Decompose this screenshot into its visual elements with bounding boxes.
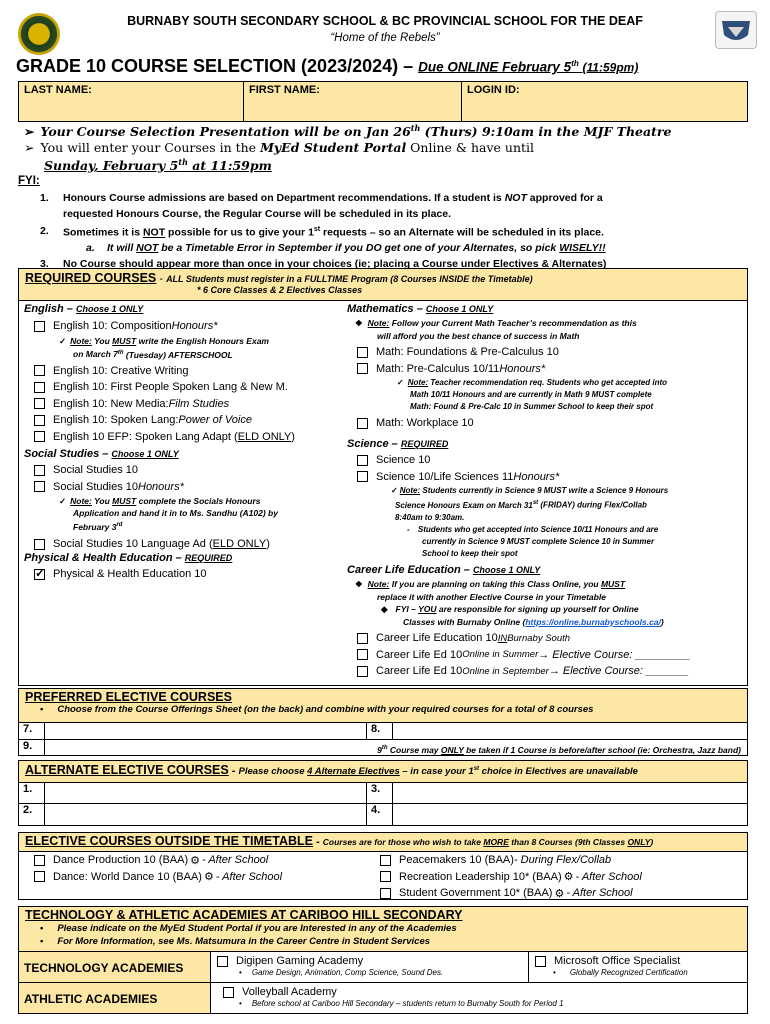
- school-name: BURNABY SOUTH SECONDARY SCHOOL & BC PROVINCIAL SCHOOL FOR THE DEAF: [127, 14, 643, 28]
- social-studies-10[interactable]: Social Studies 10: [24, 462, 344, 479]
- fyi-label: FYI:: [18, 175, 40, 187]
- outside-right-list: [380, 852, 642, 902]
- alternate-electives-section: ALTERNATE ELECTIVE COURSES - Please choose 4 Alternate Electives – in case your 1st choice in Electives are unavailable 1. 3. 2. 4.: [18, 760, 748, 826]
- english-first-people[interactable]: English 10: First People Spoken Lang & New M.: [24, 379, 344, 396]
- social-studies-honours[interactable]: Social Studies 10 Honours*: [24, 479, 344, 496]
- dance-production-10[interactable]: Dance Production 10 (BAA) ⚙ - After School: [34, 852, 282, 869]
- student-info-fields: [18, 81, 748, 122]
- myed-notice: ➢ You will enter your Courses in the MyEd Student Portal Online & have until: [24, 140, 535, 155]
- phe-group: Physical & Health Education – REQUIRED ✓ Physical & Health Education 10: [24, 552, 344, 583]
- alternate-elective-2-input[interactable]: [45, 804, 367, 825]
- math-group: Mathematics – Choose 1 ONLY ❖ Note: Follow your Current Math Teacher’s recommendation as this will afford you the best chance of success in Math Math: Foundations & Pre-Calculus 10 Math: Pre-Calculus 10/11 Honours* ✓ Note: Teacher recommendation req. Students who get accepted into Math 10/11 Honours and are currently in Math 9 MUST complete Math: Found & Pre-Calc 10 in Summer School to keep their spot Math: Workplace 10: [347, 303, 745, 432]
- technology-academies-label: TECHNOLOGY ACADEMIES: [19, 952, 211, 982]
- social-studies-group: Social Studies – Choose 1 ONLY Social Studies 10 Social Studies 10 Honours* ✓ Note: You MUST complete the Socials Honours Application and hand it in to Ms. Sandhu (A102) by February 3rd Social Studies 10 Language Ad ( ELD ONLY ): [24, 448, 344, 552]
- recreation-leadership-10[interactable]: Recreation Leadership 10* (BAA) ⚙ - After School: [380, 869, 642, 886]
- volleyball-academy[interactable]: Volleyball Academy • Before school at Cariboo Hill Secondary – students return to Burnaby South for Period 1: [211, 983, 747, 1013]
- english-new-media[interactable]: English 10: New Media: Film Studies: [24, 395, 344, 412]
- peacemakers-10[interactable]: Peacemakers 10 (BAA) - During Flex/Collab: [380, 852, 642, 869]
- digipen-academy[interactable]: Digipen Gaming Academy • Game Design, Animation, Comp Science, Sound Des.: [211, 952, 529, 982]
- phe-10[interactable]: ✓ Physical & Health Education 10: [24, 566, 344, 583]
- english-efp[interactable]: English 10 EFP: Spoken Lang Adapt ( ELD ONLY ): [24, 428, 344, 445]
- preferred-electives-section: PREFERRED ELECTIVE COURSES • Choose from the Course Offerings Sheet (on the back) and combine with your required courses for a total of 8 courses 7. 8. 9. 9th Course may ONLY be taken if 1 Course is before/after school (ie: Orchestra, Jazz band): [18, 688, 748, 756]
- presentation-notice: ➢ Your Course Selection Presentation will be on Jan 26th (Thurs) 9:10am in the MJF Theatre: [24, 123, 672, 140]
- science-summer-note: - Students who get accepted into Science 10/11 Honours and are currently in Science 9 MUST complete Science 10 in Summer School to keep their spot: [407, 524, 659, 558]
- english-composition-honours[interactable]: English 10: Composition Honours*: [24, 318, 344, 335]
- math-foundations[interactable]: Math: Foundations & Pre-Calculus 10: [347, 344, 745, 361]
- science-10[interactable]: Science 10: [347, 452, 745, 469]
- career-group: Career Life Education – Choose 1 ONLY ❖ Note: If you are planning on taking this Class Online, you MUST replace it with another Elective Course in your Timetable ◆ FYI – YOU are responsible for signing up yourself for Online Classes with Burnaby Online (https://online.burnabyschools.ca/) Career Life Education 10 IN Burnaby South Career Life Ed 10 Online in Summer → Elective Course: _________ Career Life Ed 10 Online in September → Elective Course: _______: [347, 564, 745, 680]
- deadline-notice: Sunday, February 5th at 11:59pm: [44, 157, 272, 174]
- student-government-10[interactable]: Student Government 10* (BAA) ⚙ - After School: [380, 885, 642, 902]
- math-precalc-honours[interactable]: Math: Pre-Calculus 10/11 Honours*: [347, 361, 745, 378]
- page-title: GRADE 10 COURSE SELECTION (2023/2024) – Due ONLINE February 5th (11:59pm): [16, 56, 639, 76]
- outside-timetable-section: ELECTIVE COURSES OUTSIDE THE TIMETABLE - Courses are for those who wish to take MORE than 8 Courses (9th Classes ONLY): [18, 832, 748, 900]
- english-honours-note: ✓ Note: You MUST write the English Honours Exam on March 7th (Tuesday) AFTERSCHOOL: [59, 335, 269, 360]
- world-dance-10[interactable]: Dance: World Dance 10 (BAA) ⚙ - After School: [34, 869, 282, 886]
- science-honours[interactable]: Science 10/Life Sciences 11 Honours*: [347, 469, 745, 486]
- alternate-elective-3-input[interactable]: [393, 783, 747, 803]
- outside-left-list: [34, 852, 282, 885]
- preferred-elective-7-input[interactable]: [45, 723, 367, 739]
- science-honours-note: ✓ Note: Students currently in Science 9 MUST write a Science 9 Honours Science Honours Exam on March 31st (FRIDAY) during Flex/Collab 8:40am to 9:30am.: [391, 486, 669, 522]
- alternate-elective-4-input[interactable]: [393, 804, 747, 825]
- athletic-academies-label: ATHLETIC ACADEMIES: [19, 983, 211, 1013]
- english-spoken-lang[interactable]: English 10: Spoken Lang: Power of Voice: [24, 412, 344, 429]
- career-life-ed-summer[interactable]: Career Life Ed 10 Online in Summer → Elective Course: _________: [347, 647, 745, 664]
- fyi-list: 1. Honours Course admissions are based on Department recommendations. If a student is NOT approved for a requested Honours Course, the Regular Course will be scheduled in its place. 2. Sometimes it is NOT possible for us to give your 1st requests – so an Alternate will be scheduled in its place. a. It will NOT be a Timetable Error in September if you DO get one of your Alternates, so pick WISELY!! 3. No Course should appear more than once in your choices (ie; placing a Course under Electives & Alternates): [40, 192, 607, 270]
- social-studies-lang-ad[interactable]: Social Studies 10 Language Ad ( ELD ONLY ): [24, 536, 344, 553]
- burnaby-online-link[interactable]: https://online.burnabyschools.ca/: [525, 616, 661, 627]
- academies-section: TECHNOLOGY & ATHLETIC ACADEMIES AT CARIBOO HILL SECONDARY • Please indicate on the MyEd Student Portal if you are Interested in any of the Academies • For More Information, see Ms. Matsumura in the Career Centre in Student Services TECHNOLOGY ACADEMIES Digipen Gaming Academy • Game Design, Animation, Comp Science, Sound Des. Microsoft Office Specialist • Globally Recognized Certification ATHLETIC ACADEMIES Volleyball Academy • Before school at Cariboo Hill Secondary – students return to Burnaby South for Period 1: [18, 906, 748, 1014]
- career-life-ed-september[interactable]: Career Life Ed 10 Online in September → Elective Course: _______: [347, 663, 745, 680]
- career-life-ed-in-school[interactable]: Career Life Education 10 IN Burnaby South: [347, 630, 745, 647]
- microsoft-office-academy[interactable]: Microsoft Office Specialist • Globally Recognized Certification: [529, 952, 747, 982]
- math-workplace[interactable]: Math: Workplace 10: [347, 415, 745, 432]
- math-note: ❖ Note: Follow your Current Math Teacher’s recommendation as this will afford you the best chance of success in Math: [355, 318, 637, 341]
- social-honours-note: ✓ Note: You MUST complete the Socials Honours Application and hand it in to Ms. Sandhu (A102) by February 3rd: [59, 496, 278, 532]
- school-motto: “Home of the Rebels”: [330, 32, 440, 44]
- preferred-elective-8-input[interactable]: [393, 723, 747, 739]
- english-creative-writing[interactable]: English 10: Creative Writing: [24, 362, 344, 379]
- math-honours-note: ✓ Note: Teacher recommendation req. Students who get accepted into Math 10/11 Honours and are currently in Math 9 MUST complete Math: Found & Pre-Calc 10 in Summer School to keep their spot: [397, 378, 668, 411]
- first-name-field[interactable]: FIRST NAME:: [244, 82, 462, 121]
- science-group: Science – REQUIRED Science 10 Science 10/Life Sciences 11 Honours* ✓ Note: Students currently in Science 9 MUST write a Science 9 Honours Science Honours Exam on March 31st (FRIDAY) during Flex/Collab 8:40am to 9:30am. - Students who get accepted into Science 10/11 Honours and are currently in Science 9 MUST complete Science 10 in Summer School to keep their spot: [347, 438, 745, 560]
- career-fyi-note: ◆ FYI – YOU are responsible for signing up yourself for Online Classes with Burnaby Online (https://online.burnabyschools.ca/): [381, 604, 664, 627]
- english-group: English – Choose 1 ONLY English 10: Composition Honours* ✓ Note: You MUST write the English Honours Exam on March 7th (Tuesday) AFTERSCHOOL English 10: Creative Writing English 10: First People Spoken Lang & New M. English 10: New Media: Film Studies English 10: Spoken Lang: Power of Voice English 10 EFP: Spoken Lang Adapt ( ELD ONLY ): [24, 303, 344, 445]
- career-online-note: ❖ Note: If you are planning on taking this Class Online, you MUST replace it with another Elective Course in your Timetable: [355, 579, 626, 602]
- preferred-elective-9-input[interactable]: 9th Course may ONLY be taken if 1 Course is before/after school (ie: Orchestra, Jazz band): [377, 744, 741, 755]
- required-header: REQUIRED COURSES - ALL Students must register in a FULLTIME Program (8 Courses INSIDE the Timetable) * 6 Core Classes & 2 Electives Classes: [19, 269, 747, 301]
- last-name-field[interactable]: LAST NAME:: [19, 82, 244, 121]
- login-id-field[interactable]: LOGIN ID:: [467, 84, 520, 96]
- alternate-elective-1-input[interactable]: [45, 783, 367, 803]
